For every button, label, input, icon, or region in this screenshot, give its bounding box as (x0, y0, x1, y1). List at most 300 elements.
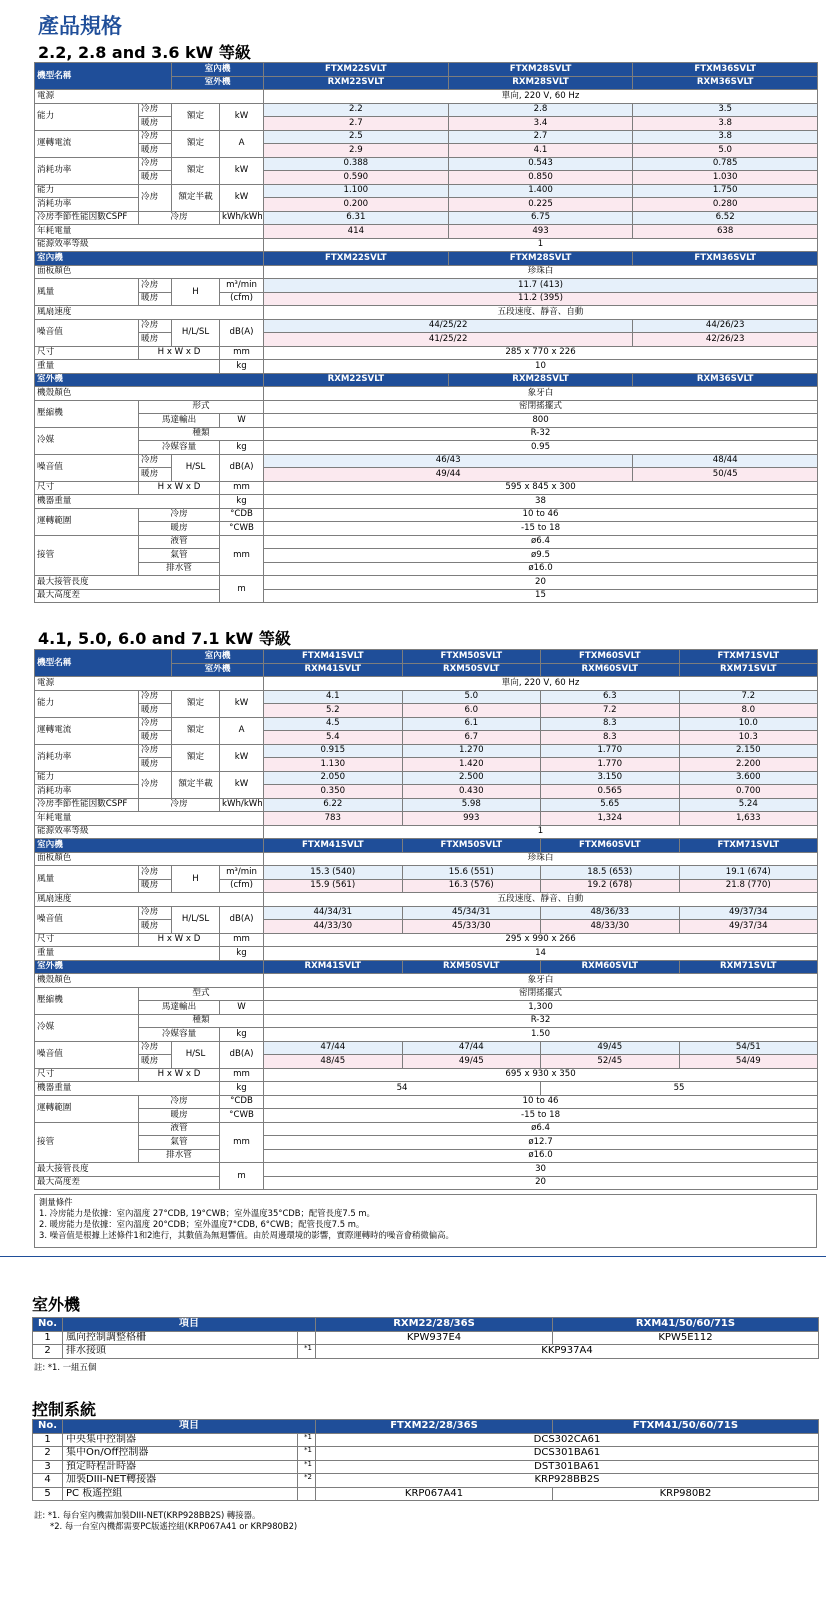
table-cell: 暖房 (139, 758, 172, 772)
table-cell: 機殼顏色 (35, 974, 264, 988)
measurement-notes (34, 1194, 817, 1248)
table-row (35, 279, 818, 293)
model-header: FTXM50SVLT (402, 650, 541, 664)
value-cell: 1.770 (541, 744, 680, 758)
table-cell: kWh/kWh (220, 798, 264, 812)
value-cell: 6.3 (541, 690, 680, 704)
table-cell: H x W x D (139, 1068, 220, 1082)
notes-line-1: 1. 冷房能力是依據：室內溫度 27°CDB, 19°CWB；室外溫度35°CDB；配管長度7.5 m。 (39, 1208, 375, 1218)
value-cell: 54 (264, 1082, 541, 1096)
value-cell: 5.98 (402, 798, 541, 812)
table-cell: 消耗功率 (35, 157, 139, 184)
table-cell: 風扇速度 (35, 306, 264, 320)
value-cell: 0.388 (264, 157, 449, 171)
table-row (35, 400, 818, 414)
table-row (35, 1014, 818, 1028)
table-row (35, 387, 818, 401)
table-cell: 室外機 (35, 373, 264, 387)
table-cell: 噪音值 (35, 1041, 139, 1068)
part-number: KKP937A4 (316, 1345, 819, 1359)
table-cell: 冷房 (139, 319, 172, 333)
table-cell: m³/min (220, 279, 264, 293)
table-cell: 額定 (172, 157, 220, 184)
table-row (35, 1109, 818, 1123)
value-cell: 38 (264, 495, 818, 509)
table-row (33, 1433, 819, 1447)
table-cell: 暖房 (139, 522, 220, 536)
control-footnote-2: *2. 每一台室內機都需要PC版遙控組(KRP067A41 or KRP980B2) (50, 1521, 298, 1531)
table-row (35, 414, 818, 428)
table-row (35, 481, 818, 495)
table-row (35, 427, 818, 441)
table-cell: 噪音值 (35, 319, 139, 346)
value-cell: 21.8 (770) (679, 879, 818, 893)
value-cell: 0.565 (541, 785, 680, 799)
table-cell: 尺寸 (35, 481, 139, 495)
table-cell: °CDB (220, 1095, 264, 1109)
page-title: 產品規格 (38, 14, 122, 38)
table-row (35, 103, 818, 117)
table-cell: 面板顏色 (35, 852, 264, 866)
table-row (35, 252, 818, 266)
value-cell: 10 (264, 360, 818, 374)
value-cell: 285 x 770 x 226 (264, 346, 818, 360)
value-cell: 11.7 (413) (264, 279, 818, 293)
table-cell: 冷房 (139, 279, 172, 293)
value-cell: 20 (264, 1176, 818, 1190)
table-cell: kW (220, 103, 264, 130)
table-row (35, 225, 818, 239)
value-cell: 1.100 (264, 184, 449, 198)
table-cell: dB(A) (220, 1041, 264, 1068)
value-cell: 7.2 (541, 704, 680, 718)
value-cell: 49/45 (402, 1055, 541, 1069)
outdoor-accessories-heading: 室外機 (32, 1295, 81, 1314)
value-cell: ø6.4 (264, 535, 818, 549)
value-cell: 0.850 (448, 171, 633, 185)
table-cell: 能力 (35, 690, 139, 717)
value-cell: ø16.0 (264, 562, 818, 576)
table-cell: 重量 (35, 947, 220, 961)
value-cell: 4.5 (264, 717, 403, 731)
control-footnote-1: 註: *1. 每台室內機需加裝DIII-NET(KRP928BB2S) 轉接器。 (34, 1510, 261, 1520)
table-cell: 能源效率等級 (35, 238, 264, 252)
value-cell: 象牙白 (264, 387, 818, 401)
table-cell: 運轉電流 (35, 717, 139, 744)
item-name: 風向控制調整格柵 (63, 1331, 298, 1345)
value-cell: 20 (264, 576, 818, 590)
table-cell: 接管 (35, 535, 139, 576)
spec-table-large (34, 649, 818, 1190)
value-cell: 象牙白 (264, 974, 818, 988)
table-cell: kg (220, 360, 264, 374)
table-header-row (33, 1420, 819, 1434)
table-cell: 暖房 (139, 468, 172, 482)
table-cell: 冷媒容量 (139, 1028, 220, 1042)
table-cell: 冷房 (139, 157, 172, 171)
value-cell: 6.75 (448, 211, 633, 225)
value-cell: 4.1 (448, 144, 633, 158)
section-divider (0, 1256, 826, 1257)
table-cell: H/L/SL (172, 906, 220, 933)
table-cell: °CWB (220, 522, 264, 536)
value-cell: 五段速度、靜音、自動 (264, 306, 818, 320)
table-cell: 尺寸 (35, 346, 139, 360)
row-number: 1 (33, 1433, 63, 1447)
table-cell: 年耗電量 (35, 812, 264, 826)
item-name: 集中On/Off控制器 (63, 1447, 298, 1461)
value-cell: 5.4 (264, 731, 403, 745)
value-cell: 638 (633, 225, 818, 239)
table-header-row (33, 1318, 819, 1332)
value-cell: 珍珠白 (264, 852, 818, 866)
part-number: DCS302CA61 (316, 1433, 819, 1447)
table-row (35, 522, 818, 536)
table-row (35, 373, 818, 387)
table-cell: 噪音值 (35, 454, 139, 481)
table-cell: mm (220, 933, 264, 947)
value-cell: 6.52 (633, 211, 818, 225)
value-cell: 0.95 (264, 441, 818, 455)
value-cell: 595 x 845 x 300 (264, 481, 818, 495)
value-cell: 1.420 (402, 758, 541, 772)
value-cell: 珍珠白 (264, 265, 818, 279)
footnote-mark: *1 (298, 1447, 316, 1461)
value-cell: 10.3 (679, 731, 818, 745)
value-cell: 54/49 (679, 1055, 818, 1069)
part-number: DST301BA61 (316, 1460, 819, 1474)
value-cell: 783 (264, 812, 403, 826)
table-cell: 最大高度差 (35, 589, 220, 603)
value-cell: 16.3 (576) (402, 879, 541, 893)
table-cell: 最大接管長度 (35, 576, 220, 590)
value-cell: 8.3 (541, 717, 680, 731)
value-cell: ø6.4 (264, 1122, 818, 1136)
table-cell: kg (220, 441, 264, 455)
value-cell: 15.6 (551) (402, 866, 541, 880)
model-header: RXM60SVLT (541, 663, 680, 677)
value-cell: 15 (264, 589, 818, 603)
table-row (35, 920, 818, 934)
table-row (35, 211, 818, 225)
table-row (35, 906, 818, 920)
model-header: FTXM28SVLT (448, 252, 633, 266)
table-row (35, 690, 818, 704)
table-cell: W (220, 414, 264, 428)
table-cell: 壓縮機 (35, 987, 139, 1014)
value-cell: 2.200 (679, 758, 818, 772)
table-cell: H x W x D (139, 481, 220, 495)
table-row (35, 1176, 818, 1190)
value-cell: 2.150 (679, 744, 818, 758)
value-cell: 414 (264, 225, 449, 239)
table-cell: 暖房 (139, 117, 172, 131)
table-cell: 暖房 (139, 1109, 220, 1123)
column-header: No. (33, 1420, 63, 1434)
column-header: FTXM41/50/60/71S (553, 1420, 819, 1434)
table-cell: 暖房 (139, 704, 172, 718)
table-row (35, 933, 818, 947)
value-cell: 11.2 (395) (264, 292, 818, 306)
table-row (35, 879, 818, 893)
model-header: FTXM28SVLT (448, 63, 633, 77)
table-cell: 額定 (172, 744, 220, 771)
table-cell: kW (220, 744, 264, 771)
value-cell: 493 (448, 225, 633, 239)
value-cell: 0.915 (264, 744, 403, 758)
table-row (35, 717, 818, 731)
table-cell: 暖房 (139, 171, 172, 185)
table-cell: 馬達輸出 (139, 414, 220, 428)
control-system-table (32, 1419, 819, 1501)
value-cell: 19.1 (674) (679, 866, 818, 880)
table-cell: kg (220, 1082, 264, 1096)
table-row (35, 171, 818, 185)
table-row (33, 1331, 819, 1345)
model-header: RXM22SVLT (264, 373, 449, 387)
value-cell: 8.3 (541, 731, 680, 745)
row-number: 2 (33, 1447, 63, 1461)
table-cell: dB(A) (220, 319, 264, 346)
value-cell: 10.0 (679, 717, 818, 731)
part-number: KRP067A41 (316, 1487, 553, 1501)
table-row (35, 346, 818, 360)
value-cell: 0.543 (448, 157, 633, 171)
table-cell: 排水管 (139, 1149, 220, 1163)
value-cell: 2.7 (448, 130, 633, 144)
row-number: 5 (33, 1487, 63, 1501)
table-cell: mm (220, 1068, 264, 1082)
table-cell: 額定 (172, 717, 220, 744)
value-cell: 5.0 (633, 144, 818, 158)
model-header: RXM28SVLT (448, 76, 633, 90)
table-row (35, 90, 818, 104)
table-cell: 年耗電量 (35, 225, 264, 239)
table-row (35, 677, 818, 691)
table-cell: 室內機 (35, 839, 264, 853)
control-system-heading: 控制系統 (32, 1400, 97, 1419)
part-number: KPW5E112 (553, 1331, 819, 1345)
value-cell: 7.2 (679, 690, 818, 704)
value-cell: 30 (264, 1163, 818, 1177)
table-cell: 額定半載 (172, 184, 220, 211)
value-cell: 47/44 (264, 1041, 403, 1055)
value-cell: 1,300 (264, 1001, 818, 1015)
table-row (35, 319, 818, 333)
table-row (35, 1136, 818, 1150)
table-row (35, 650, 818, 664)
table-cell: mm (220, 481, 264, 495)
model-header: RXM41SVLT (264, 663, 403, 677)
footnote-mark (298, 1331, 316, 1345)
value-cell: 54/51 (679, 1041, 818, 1055)
footnote-mark: *1 (298, 1345, 316, 1359)
table-cell: 冷房 (139, 454, 172, 468)
table-cell: H x W x D (139, 346, 220, 360)
table-cell: 冷房 (139, 906, 172, 920)
table-cell: 馬達輸出 (139, 1001, 220, 1015)
table-row (35, 562, 818, 576)
table-cell: 冷房 (139, 866, 172, 880)
model-header: RXM22SVLT (264, 76, 449, 90)
table-row (35, 798, 818, 812)
item-name: 加裝DIII-NET轉接器 (63, 1474, 298, 1488)
value-cell: 49/45 (541, 1041, 680, 1055)
table-cell: A (220, 130, 264, 157)
table-cell: 暖房 (139, 1055, 172, 1069)
value-cell: 15.3 (540) (264, 866, 403, 880)
table-row (35, 1163, 818, 1177)
table-cell: 接管 (35, 1122, 139, 1163)
value-cell: 52/45 (541, 1055, 680, 1069)
table-cell: 暖房 (139, 292, 172, 306)
table-cell: 消耗功率 (35, 198, 139, 212)
table-cell: 冷媒 (35, 427, 139, 454)
table-row (35, 893, 818, 907)
table-cell: 運轉範圍 (35, 1095, 139, 1122)
table-cell: kW (220, 184, 264, 211)
value-cell: 1.50 (264, 1028, 818, 1042)
column-header: FTXM22/28/36S (316, 1420, 553, 1434)
value-cell: 0.785 (633, 157, 818, 171)
value-cell: 18.5 (653) (541, 866, 680, 880)
table-cell: dB(A) (220, 906, 264, 933)
table-cell: 冷房季節性能因數CSPF (35, 211, 139, 225)
table-cell: mm (220, 1122, 264, 1163)
value-cell: 1,633 (679, 812, 818, 826)
model-header: RXM36SVLT (633, 76, 818, 90)
table-cell: 尺寸 (35, 1068, 139, 1082)
table-row (35, 117, 818, 131)
table-cell: 暖房 (139, 333, 172, 347)
table-row (35, 947, 818, 961)
value-cell: 1 (264, 825, 818, 839)
table-row (35, 157, 818, 171)
table-row (35, 63, 818, 77)
value-cell: 14 (264, 947, 818, 961)
row-number: 1 (33, 1331, 63, 1345)
table-cell: 室內機 (172, 650, 264, 664)
table-cell: 機殼顏色 (35, 387, 264, 401)
table-row (35, 549, 818, 563)
table-row (35, 144, 818, 158)
table-row (35, 866, 818, 880)
table-row (35, 535, 818, 549)
table-cell: 種類 (139, 1014, 264, 1028)
value-cell: 48/44 (633, 454, 818, 468)
table-cell: 暖房 (139, 879, 172, 893)
value-cell: 3.8 (633, 130, 818, 144)
value-cell: 6.31 (264, 211, 449, 225)
table-cell: 冷房 (139, 508, 220, 522)
model-name-label: 機型名稱 (35, 63, 172, 90)
table-row (35, 441, 818, 455)
table-cell: 形式 (139, 400, 264, 414)
table-cell: 電源 (35, 90, 264, 104)
model-header: RXM28SVLT (448, 373, 633, 387)
value-cell: 2.500 (402, 771, 541, 785)
table-cell: 風量 (35, 866, 139, 893)
table-row (35, 508, 818, 522)
table-row (35, 812, 818, 826)
table-cell: 冷房 (139, 130, 172, 144)
value-cell: 0.200 (264, 198, 449, 212)
value-cell: 0.280 (633, 198, 818, 212)
value-cell: 1,324 (541, 812, 680, 826)
table-cell: 運轉範圍 (35, 508, 139, 535)
table-cell: 型式 (139, 987, 264, 1001)
model-header: RXM50SVLT (402, 663, 541, 677)
table-row (35, 839, 818, 853)
column-header: 項目 (63, 1420, 316, 1434)
table-cell: 室外機 (172, 76, 264, 90)
outdoor-accessories-table (32, 1317, 819, 1359)
value-cell: 2.050 (264, 771, 403, 785)
value-cell: 6.7 (402, 731, 541, 745)
table-row (35, 468, 818, 482)
table-cell: H x W x D (139, 933, 220, 947)
table-row (33, 1460, 819, 1474)
table-cell: 冷房 (139, 717, 172, 731)
model-header: FTXM41SVLT (264, 650, 403, 664)
value-cell: 800 (264, 414, 818, 428)
value-cell: 5.2 (264, 704, 403, 718)
table-cell: H (172, 866, 220, 893)
section2-heading: 4.1, 5.0, 6.0 and 7.1 kW 等級 (38, 629, 291, 648)
table-cell: 室內機 (172, 63, 264, 77)
value-cell: 0.590 (264, 171, 449, 185)
value-cell: 4.1 (264, 690, 403, 704)
table-cell: 冷房 (139, 1041, 172, 1055)
value-cell: 10 to 46 (264, 1095, 818, 1109)
table-cell: kW (220, 157, 264, 184)
table-cell: °CDB (220, 508, 264, 522)
value-cell: 42/26/23 (633, 333, 818, 347)
table-cell: 運轉電流 (35, 130, 139, 157)
value-cell: 6.22 (264, 798, 403, 812)
value-cell: 8.0 (679, 704, 818, 718)
column-header: No. (33, 1318, 63, 1332)
value-cell: 49/37/34 (679, 920, 818, 934)
value-cell: 6.1 (402, 717, 541, 731)
table-cell: 氣管 (139, 1136, 220, 1150)
table-cell: 冷房 (139, 211, 220, 225)
table-row (33, 1487, 819, 1501)
value-cell: R-32 (264, 427, 818, 441)
value-cell: -15 to 18 (264, 522, 818, 536)
table-cell: 尺寸 (35, 933, 139, 947)
table-row (35, 184, 818, 198)
value-cell: 19.2 (678) (541, 879, 680, 893)
table-cell: 冷房 (139, 103, 172, 117)
table-cell: H/SL (172, 1041, 220, 1068)
table-cell: 冷媒容量 (139, 441, 220, 455)
table-cell: (cfm) (220, 879, 264, 893)
row-number: 4 (33, 1474, 63, 1488)
table-row (35, 771, 818, 785)
value-cell: 0.700 (679, 785, 818, 799)
table-row (35, 825, 818, 839)
model-header: FTXM60SVLT (541, 650, 680, 664)
table-row (35, 1095, 818, 1109)
part-number: KPW937E4 (316, 1331, 553, 1345)
value-cell: 2.8 (448, 103, 633, 117)
table-row (35, 744, 818, 758)
table-row (35, 974, 818, 988)
table-cell: 額定 (172, 130, 220, 157)
value-cell: 5.24 (679, 798, 818, 812)
table-row (35, 852, 818, 866)
